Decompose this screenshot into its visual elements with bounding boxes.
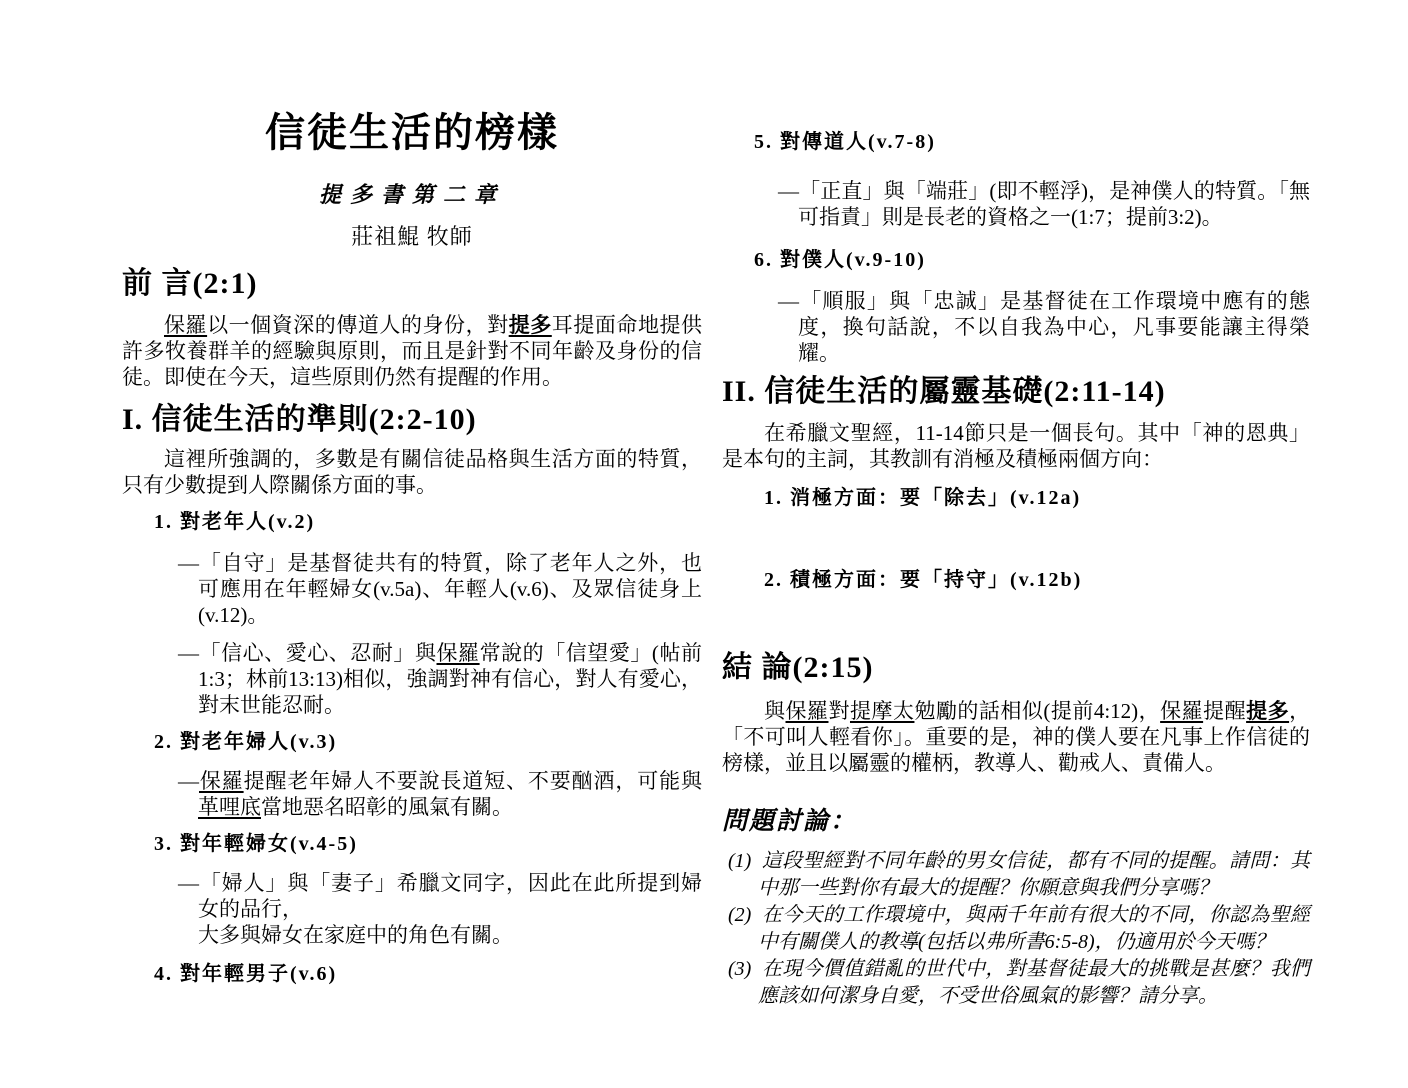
discussion-question-list (722, 848, 1310, 1010)
item-label-6: 6. 對僕人(v.9-10) (754, 249, 926, 271)
left-column (122, 0, 702, 986)
question-3-number: (3) (728, 958, 752, 980)
item-label-2: 2. 對老年婦人(v.3) (154, 731, 338, 753)
question-1-number: (1) (728, 850, 752, 872)
point-label-2: 2. 積極方面：要「持守」(v.12b) (764, 569, 1083, 591)
item-2-note-1: —保羅提醒老年婦人不要說長道短、不要酗酒，可能與革哩底當地惡名昭彰的風氣有關。 (178, 769, 702, 819)
right-column (722, 0, 1310, 1010)
question-3 (722, 956, 1310, 1010)
section2-heading: II. 信徒生活的屬靈基礎(2:11-14) (722, 375, 1166, 408)
page-title: 信徒生活的榜樣 (265, 110, 559, 155)
conclusion-heading: 結 論(2:15) (722, 651, 874, 684)
author-line: 莊祖鯤 牧師 (351, 224, 473, 249)
question-2 (722, 902, 1310, 956)
question-1-text: 這段聖經對不同年齡的男女信徒，都有不同的提醒。請問：其中那一些對你有最大的提醒？你願意與我們分享嗎？ (758, 850, 1311, 899)
item-label-5: 5. 對傳道人(v.7-8) (754, 131, 936, 153)
discussion-heading: 問題討論： (722, 808, 858, 835)
item-label-3: 3. 對年輕婦女(v.4-5) (154, 833, 358, 855)
page-subtitle: 提多書第二章 (318, 182, 505, 207)
item-5-note-1: —「正直」與「端莊」(即不輕浮)，是神僕人的特質。「無可指責」則是長老的資格之一(1:7；提前3:2)。 (778, 179, 1310, 229)
question-3-text: 在現今價值錯亂的世代中，對基督徒最大的挑戰是甚麼？我們應該如何潔身自愛，不受世俗風氣的影響？請分享。 (758, 958, 1311, 1007)
conclusion-paragraph: 與保羅對提摩太勉勵的話相似(提前4:12)，保羅提醒提多，「不可叫人輕看你」。重要的是，神的僕人要在凡事上作信徒的榜樣，並且以屬靈的權柄，教導人、勸戒人、責備人。 (722, 699, 1311, 775)
section1-heading: I. 信徒生活的準則(2:2-10) (122, 403, 477, 436)
section1-paragraph: 這裡所強調的，多數是有關信徒品格與生活方面的特質，只有少數提到人際關係方面的事。 (122, 447, 702, 497)
question-1 (722, 848, 1310, 902)
item-1-note-1: —「自守」是基督徒共有的特質，除了老年人之外，也可應用在年輕婦女(v.5a)、年輕人(v.6)、及眾信徒身上(v.12)。 (178, 551, 702, 627)
item-6-note-1: —「順服」與「忠誠」是基督徒在工作環境中應有的態度，換句話說，不以自我為中心，凡事要能讓主得榮耀。 (778, 289, 1310, 365)
item-label-1: 1. 對老年人(v.2) (154, 511, 316, 533)
intro-heading: 前 言(2:1) (122, 267, 258, 300)
item-3-note-1: —「婦人」與「妻子」希臘文同字，因此在此所提到婦女的品行， 大多與婦女在家庭中的角色有關。 (178, 871, 702, 947)
section2-paragraph: 在希臘文聖經，11-14節只是一個長句。其中「神的恩典」是本句的主詞，其教訓有消極及積極兩個方向： (722, 421, 1310, 471)
question-2-number: (2) (728, 904, 752, 926)
item-1-note-2: —「信心、愛心、忍耐」與保羅常說的「信望愛」(帖前1:3；林前13:13)相似，強調對神有信心，對人有愛心，對末世能忍耐。 (178, 641, 703, 717)
intro-paragraph: 保羅以一個資深的傳道人的身份，對提多耳提面命地提供許多牧養群羊的經驗與原則，而且是針對不同年齡及身份的信徒。即使在今天，這些原則仍然有提醒的作用。 (122, 313, 703, 389)
point-label-1: 1. 消極方面：要「除去」(v.12a) (764, 487, 1082, 509)
item-label-4: 4. 對年輕男子(v.6) (154, 963, 338, 985)
question-2-text: 在今天的工作環境中，與兩千年前有很大的不同，你認為聖經中有關僕人的教導(包括以弗所書6:5-8)，仍適用於今天嗎？ (758, 904, 1311, 953)
